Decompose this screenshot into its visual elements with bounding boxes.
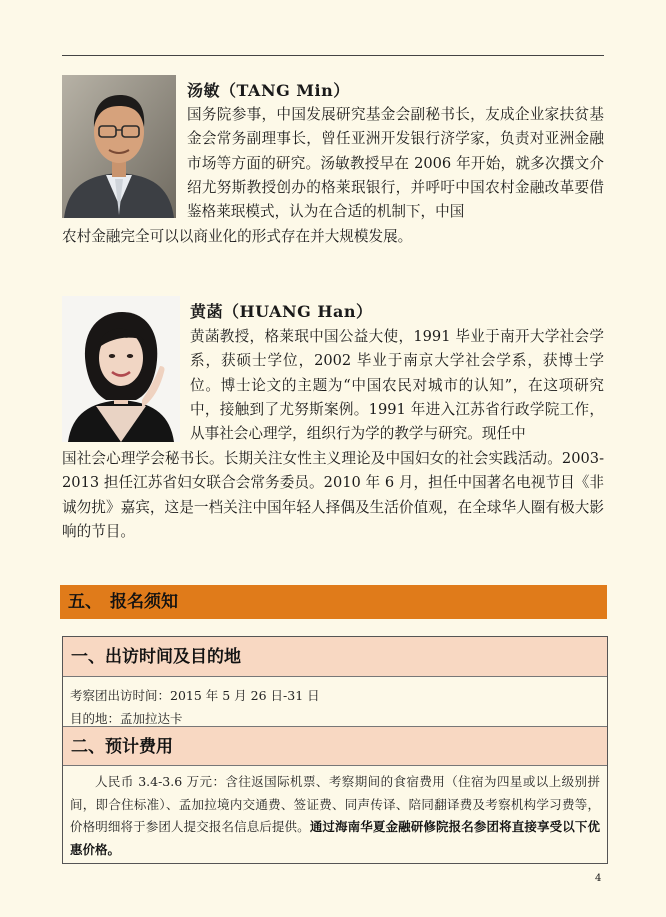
- section-title: 报名须知: [110, 592, 178, 612]
- cost-paragraph: [70, 771, 600, 861]
- registration-info-box: [62, 636, 608, 864]
- page-number: 4: [595, 873, 602, 884]
- section-number: 五、: [68, 592, 102, 612]
- person-bio-tang-top: 国务院参事，中国发展研究基金会副秘书长，友成企业家扶贫基金会常务副理事长，曾任亚洲开发银行济学家，负责对亚洲金融市场等方面的研究。汤敏教授早在 2006 年开始，就多次撰文介绍尤努斯教授创办的格莱珉银行，并呼吁中国农村金融改革要借鉴格莱珉模式，认为在合适的机制下，中国: [187, 106, 604, 221]
- destination-text: 目的地：孟加拉达卡: [70, 711, 183, 726]
- person-bio-huang-bottom: 国社会心理学会秘书长。长期关注女性主义理论及中国妇女的社会实践活动。2003-2013 担任江苏省妇女联合会常务委员。2010 年 6 月，担任中国著名电视节目《非诚勿扰》嘉宾，这是一档关注中国年轻人择偶及生活价值观，在全球华人圈有极大影响的节目。: [62, 450, 604, 540]
- cost-highlight: 通过海南华夏金融研修院报名参团将直接享受以下优惠价格。: [70, 819, 600, 857]
- person-bio-huang-top: 黄菡教授，格莱珉中国公益大使，1991 毕业于南开大学社会学系，获硕士学位，2002 毕业于南京大学社会学系，获博士学位。博士论文的主题为“中国农民对城市的认知”，在这项研究中，接触到了尤努斯案例。1991 年进入江苏省行政学院工作，从事社会心理学，组织行为学的教学与研究。现任中: [190, 328, 604, 443]
- person-bio-tang-bottom: 农村金融完全可以以商业化的形式存在并大规模发展。: [62, 228, 413, 245]
- portrait-photo-huang: [62, 296, 180, 442]
- visit-heading: 一、出访时间及目的地: [63, 637, 607, 677]
- portrait-photo-tang: [62, 75, 176, 218]
- cost-heading: 二、预计费用: [63, 726, 607, 766]
- person-name-huang: 黄菡（HUANG Han）: [190, 302, 373, 321]
- person-name-tang: 汤敏（TANG Min）: [187, 81, 350, 100]
- section-heading-registration: [60, 585, 607, 619]
- visit-time-text: 考察团出访时间：2015 年 5 月 26 日-31 日: [70, 688, 320, 703]
- top-rule: [62, 55, 604, 56]
- cost-text: 人民币 3.4-3.6 万元：含往返国际机票、考察期间的食宿费用（住宿为四星或以上级别拼间，即合住标准）、孟加拉境内交通费、签证费、同声传译、陪同翻译费及考察机构学习费等，价格明细将于参团人提交报名信息后提供。: [70, 774, 600, 834]
